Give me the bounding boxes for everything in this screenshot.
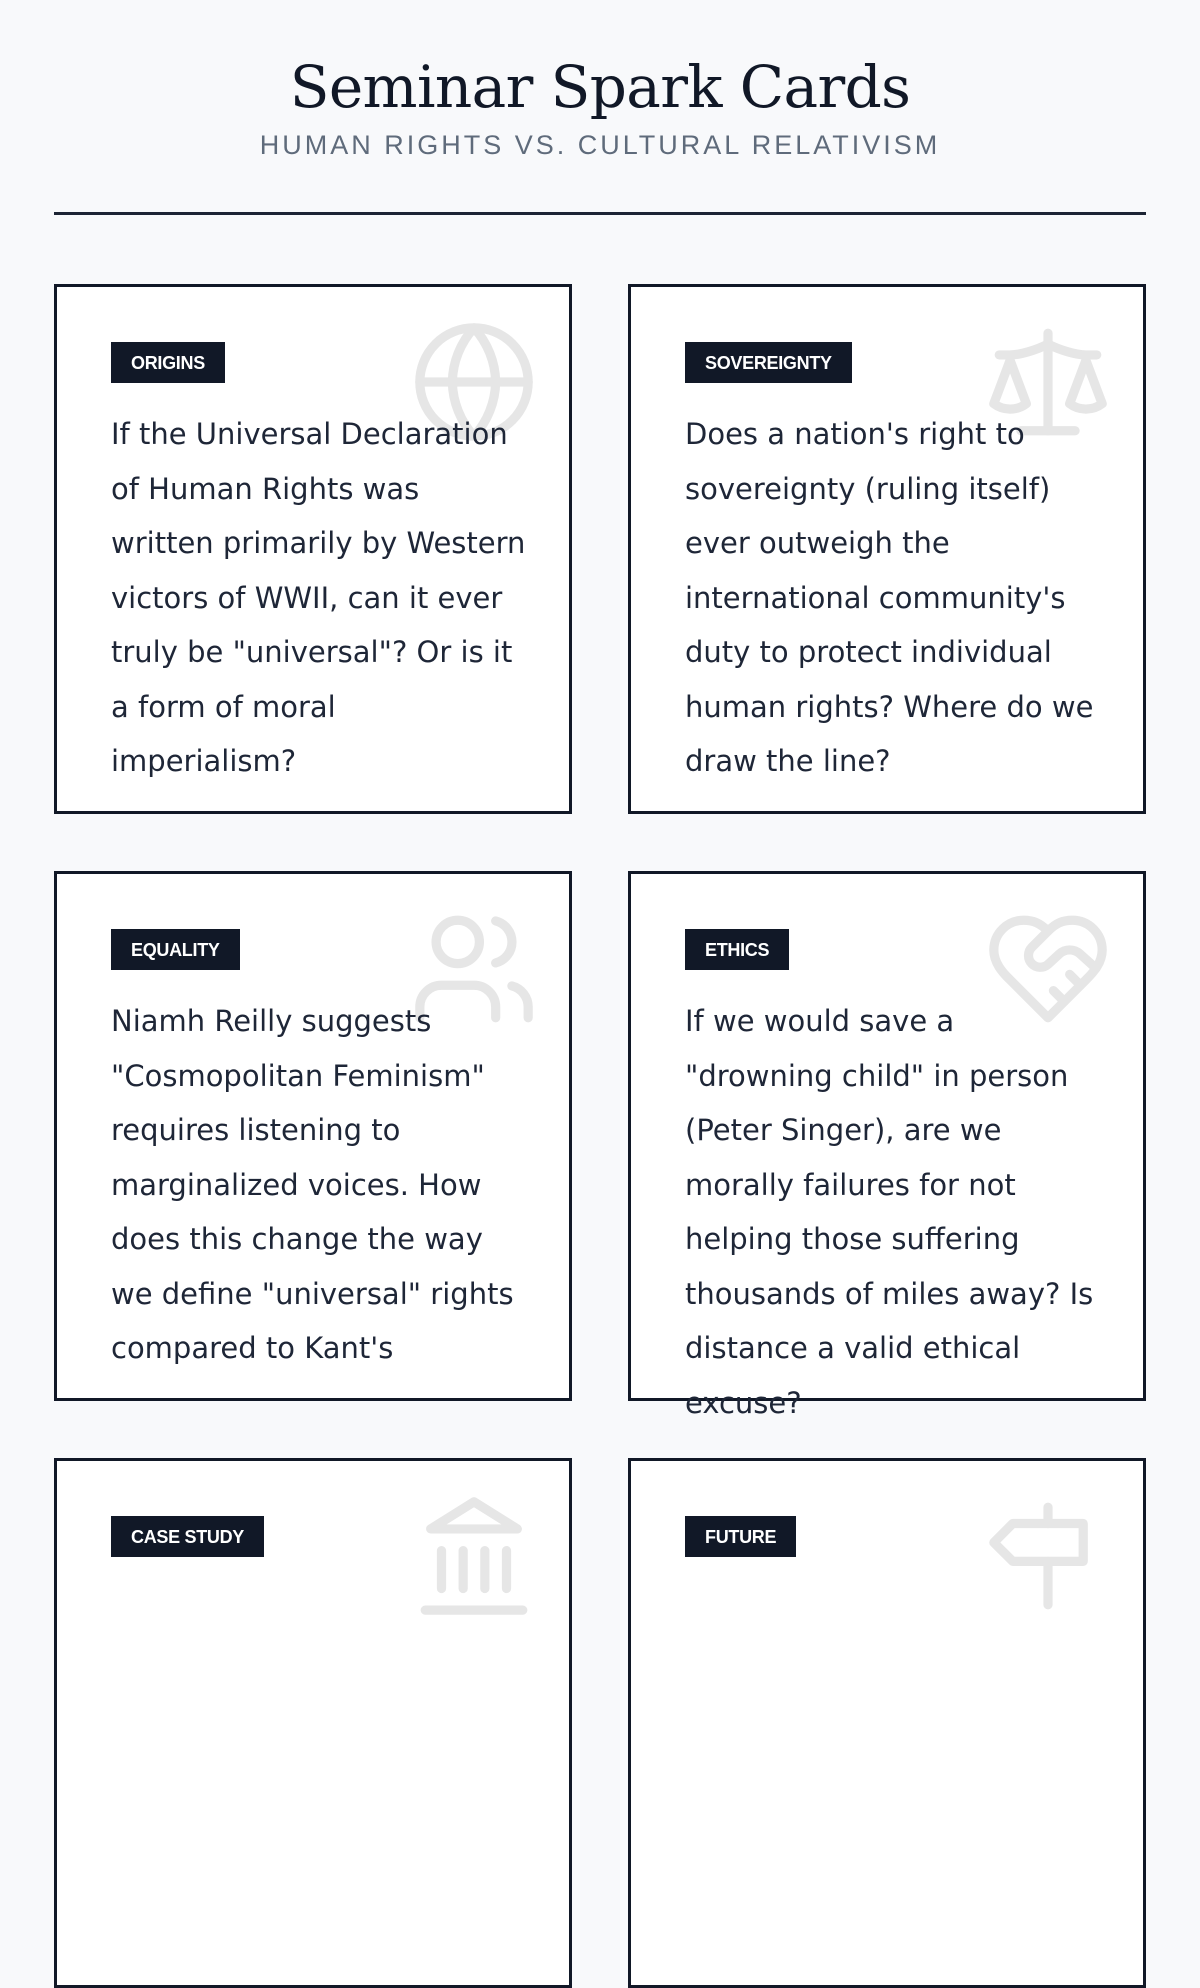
card-tag: ORIGINS	[111, 342, 225, 383]
card-prompt: Niamh Reilly suggests "Cosmopolitan Feminism" requires listening to marginalized voices. How does this change the way we define "universal" rights compared to Kant's	[111, 1004, 514, 1365]
card-prompt: Does a nation's right to sovereignty (ruling itself) ever outweigh the international community's duty to protect individual human rights? Where do we draw the line?	[685, 417, 1094, 778]
card-future[interactable]	[628, 1458, 1146, 1988]
page-header	[54, 0, 1146, 161]
header-divider	[54, 212, 1146, 215]
card-origins[interactable]	[54, 284, 572, 814]
card-prompt: If the Universal Declaration of Human Rights was written primarily by Western victors of WWII, can it ever truly be "universal"? Or is it a form of moral imperialism?	[111, 417, 526, 778]
card-prompt: If we would save a "drowning child" in person (Peter Singer), are we morally failures for not helping those suffering thousands of miles away? Is distance a valid ethical excuse?	[685, 1004, 1094, 1420]
card-sovereignty[interactable]	[628, 284, 1146, 814]
card-tag: FUTURE	[685, 1516, 796, 1557]
signpost-icon	[983, 1491, 1113, 1621]
card-case-study[interactable]	[54, 1458, 572, 1988]
spark-cards-page	[54, 0, 1146, 1600]
card-tag: SOVEREIGNTY	[685, 342, 852, 383]
page-title: Seminar Spark Cards	[289, 53, 911, 121]
card-ethics[interactable]	[628, 871, 1146, 1420]
card-tag: ETHICS	[685, 929, 789, 970]
card-tag: EQUALITY	[111, 929, 240, 970]
cards-grid	[54, 284, 1146, 1600]
card-tag: CASE STUDY	[111, 1516, 264, 1557]
page-subtitle: HUMAN RIGHTS VS. CULTURAL RELATIVISM	[259, 130, 941, 160]
card-equality[interactable]	[54, 871, 572, 1401]
landmark-icon	[409, 1491, 539, 1621]
